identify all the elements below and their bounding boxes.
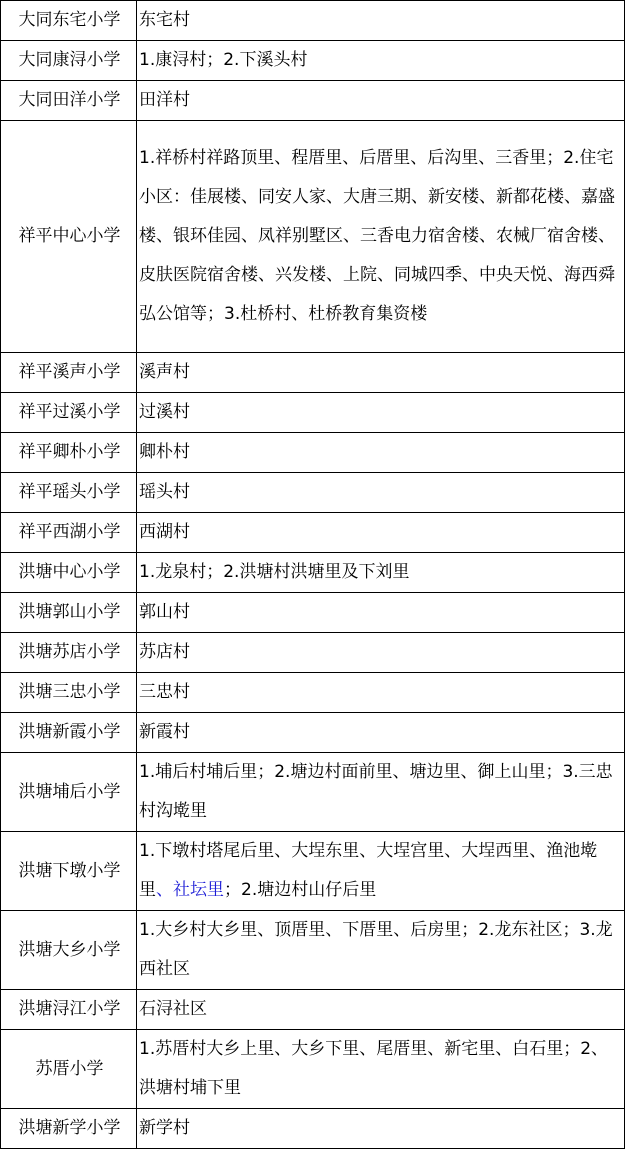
table-row xyxy=(1,1,625,41)
catchment-area-cell: 三忠村 xyxy=(137,673,625,713)
table-row xyxy=(1,393,625,433)
table-body xyxy=(1,1,625,1149)
catchment-area-cell: 苏店村 xyxy=(137,633,625,673)
school-name-cell: 大同康浔小学 xyxy=(1,41,137,81)
school-name-cell: 洪塘郭山小学 xyxy=(1,593,137,633)
school-name-cell: 洪塘埔后小学 xyxy=(1,753,137,832)
school-name-cell: 祥平西湖小学 xyxy=(1,513,137,553)
catchment-area-cell: 1.大乡村大乡里、顶厝里、下厝里、后房里；2.龙东社区；3.龙西社区 xyxy=(137,911,625,990)
school-name-cell: 洪塘下墩小学 xyxy=(1,832,137,911)
table-row xyxy=(1,990,625,1030)
school-name-cell: 苏厝小学 xyxy=(1,1030,137,1109)
table-row xyxy=(1,713,625,753)
school-name-cell: 祥平中心小学 xyxy=(1,121,137,353)
catchment-area-cell: 东宅村 xyxy=(137,1,625,41)
catchment-area-cell xyxy=(137,832,625,911)
school-name-cell: 洪塘新学小学 xyxy=(1,1109,137,1149)
school-name-cell: 洪塘大乡小学 xyxy=(1,911,137,990)
area-text: ；2.塘边村山仔后里 xyxy=(224,880,377,900)
catchment-area-cell: 溪声村 xyxy=(137,353,625,393)
school-name-cell: 祥平瑶头小学 xyxy=(1,473,137,513)
catchment-area-cell: 新霞村 xyxy=(137,713,625,753)
catchment-area-cell: 卿朴村 xyxy=(137,433,625,473)
table-row xyxy=(1,911,625,990)
school-name-cell: 祥平过溪小学 xyxy=(1,393,137,433)
school-name-cell: 洪塘苏店小学 xyxy=(1,633,137,673)
catchment-area-cell: 新学村 xyxy=(137,1109,625,1149)
table-row xyxy=(1,353,625,393)
school-name-cell: 大同东宅小学 xyxy=(1,1,137,41)
school-name-cell: 洪塘三忠小学 xyxy=(1,673,137,713)
school-name-cell: 祥平卿朴小学 xyxy=(1,433,137,473)
table-row xyxy=(1,1030,625,1109)
school-name-cell: 祥平溪声小学 xyxy=(1,353,137,393)
table-row xyxy=(1,593,625,633)
table-row xyxy=(1,41,625,81)
catchment-area-cell: 西湖村 xyxy=(137,513,625,553)
area-text: 1.下墩村塔尾后里、大埕东里、大埕宫里、大埕西里、渔池墘里 xyxy=(139,841,598,900)
table-row xyxy=(1,633,625,673)
table-row xyxy=(1,753,625,832)
table-row xyxy=(1,81,625,121)
catchment-area-cell: 1.康浔村；2.下溪头村 xyxy=(137,41,625,81)
school-name-cell: 洪塘中心小学 xyxy=(1,553,137,593)
catchment-area-cell: 郭山村 xyxy=(137,593,625,633)
table-row xyxy=(1,1109,625,1149)
school-name-cell: 洪塘新霞小学 xyxy=(1,713,137,753)
catchment-area-cell: 1.埔后村埔后里；2.塘边村面前里、塘边里、御上山里；3.三忠村沟墘里 xyxy=(137,753,625,832)
catchment-area-cell: 田洋村 xyxy=(137,81,625,121)
catchment-area-cell: 1.龙泉村；2.洪塘村洪塘里及下刘里 xyxy=(137,553,625,593)
catchment-area-cell: 石浔社区 xyxy=(137,990,625,1030)
catchment-area-cell: 1.祥桥村祥路顶里、程厝里、后厝里、后沟里、三香里；2.住宅小区：佳展楼、同安人家、大唐三期、新安楼、新都花楼、嘉盛楼、银环佳园、凤祥别墅区、三香电力宿舍楼、农械厂宿舍楼、皮肤医院宿舍楼、兴发楼、上院、同城四季、中央天悦、海西舜弘公馆等；3.杜桥村、杜桥教育集资楼 xyxy=(137,121,625,353)
table-row xyxy=(1,433,625,473)
table-row xyxy=(1,673,625,713)
table-row xyxy=(1,473,625,513)
school-name-cell: 大同田洋小学 xyxy=(1,81,137,121)
table-row xyxy=(1,832,625,911)
area-link[interactable]: 、社坛里 xyxy=(156,880,224,900)
catchment-area-cell: 瑶头村 xyxy=(137,473,625,513)
table-row xyxy=(1,513,625,553)
table-row xyxy=(1,121,625,353)
table-row xyxy=(1,553,625,593)
catchment-area-cell: 1.苏厝村大乡上里、大乡下里、尾厝里、新宅里、白石里；2、洪塘村埔下里 xyxy=(137,1030,625,1109)
school-name-cell: 洪塘浔江小学 xyxy=(1,990,137,1030)
catchment-area-cell: 过溪村 xyxy=(137,393,625,433)
